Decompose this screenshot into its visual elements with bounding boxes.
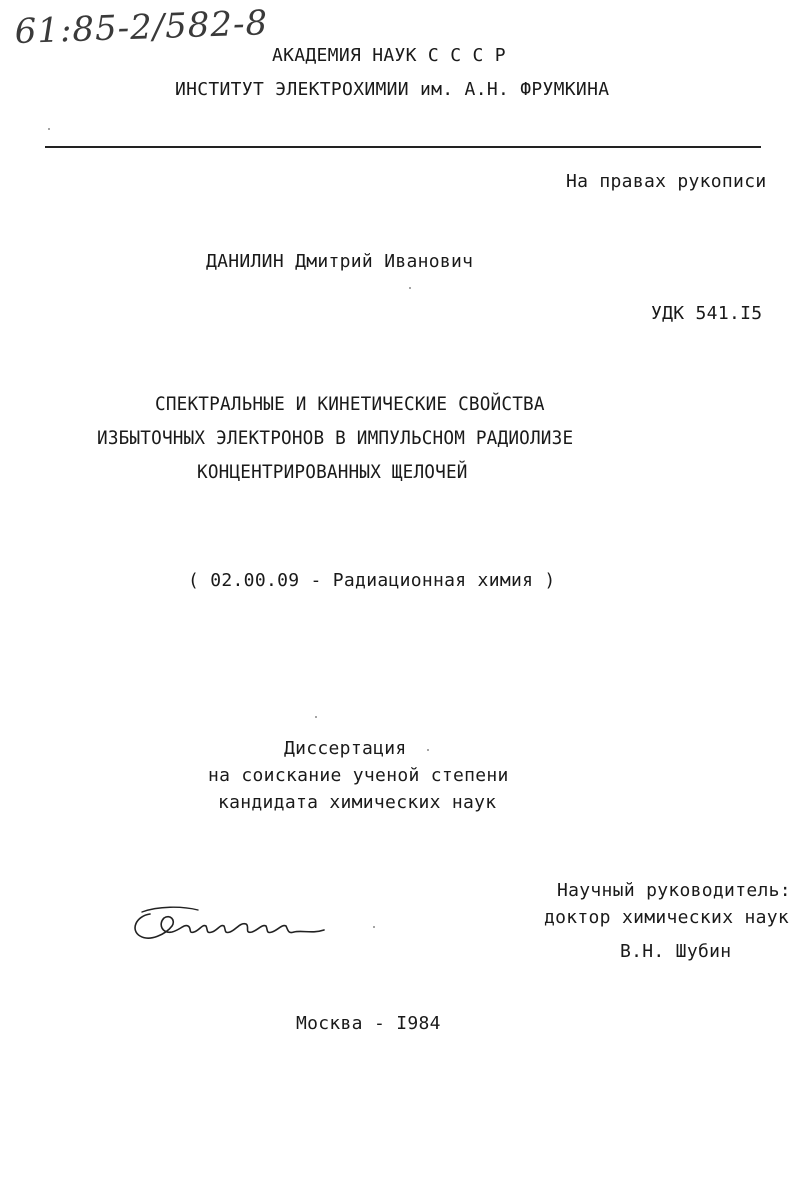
- degree-sought: на соискание ученой степени: [208, 765, 509, 786]
- rights-note: На правах рукописи: [566, 171, 767, 192]
- institute-heading: ИНСТИТУТ ЭЛЕКТРОХИМИИ им. А.Н. ФРУМКИНА: [175, 79, 610, 100]
- supervisor-label: Научный руководитель:: [557, 880, 791, 901]
- title-line-2: ИЗБЫТОЧНЫХ ЭЛЕКТРОНОВ В ИМПУЛЬСНОМ РАДИОЛИЗЕ: [97, 427, 574, 449]
- dissertation-label: Диссертация: [284, 738, 407, 759]
- author-name: ДАНИЛИН Дмитрий Иванович: [206, 251, 474, 272]
- academy-heading: АКАДЕМИЯ НАУК С С С Р: [272, 45, 506, 66]
- place-year: Москва - I984: [296, 1013, 441, 1034]
- header-divider: [45, 146, 761, 148]
- scan-speck: [427, 749, 429, 751]
- specialty-code: ( 02.00.09 - Радиационная химия ): [188, 570, 556, 591]
- handwritten-code: 61:85-2/582-8: [14, 3, 269, 52]
- degree-field: кандидата химических наук: [218, 792, 497, 813]
- scan-speck: [48, 128, 50, 130]
- scan-speck: [315, 716, 317, 718]
- title-line-1: СПЕКТРАЛЬНЫЕ И КИНЕТИЧЕСКИЕ СВОЙСТВА: [155, 393, 545, 415]
- scan-speck: [409, 287, 411, 289]
- author-signature: [128, 900, 338, 950]
- title-line-3: КОНЦЕНТРИРОВАННЫХ ЩЕЛОЧЕЙ: [197, 461, 468, 483]
- supervisor-degree: доктор химических наук: [544, 907, 790, 928]
- udk-code: УДК 541.I5: [651, 303, 763, 324]
- scan-speck: [373, 926, 375, 928]
- supervisor-name: В.Н. Шубин: [620, 941, 732, 962]
